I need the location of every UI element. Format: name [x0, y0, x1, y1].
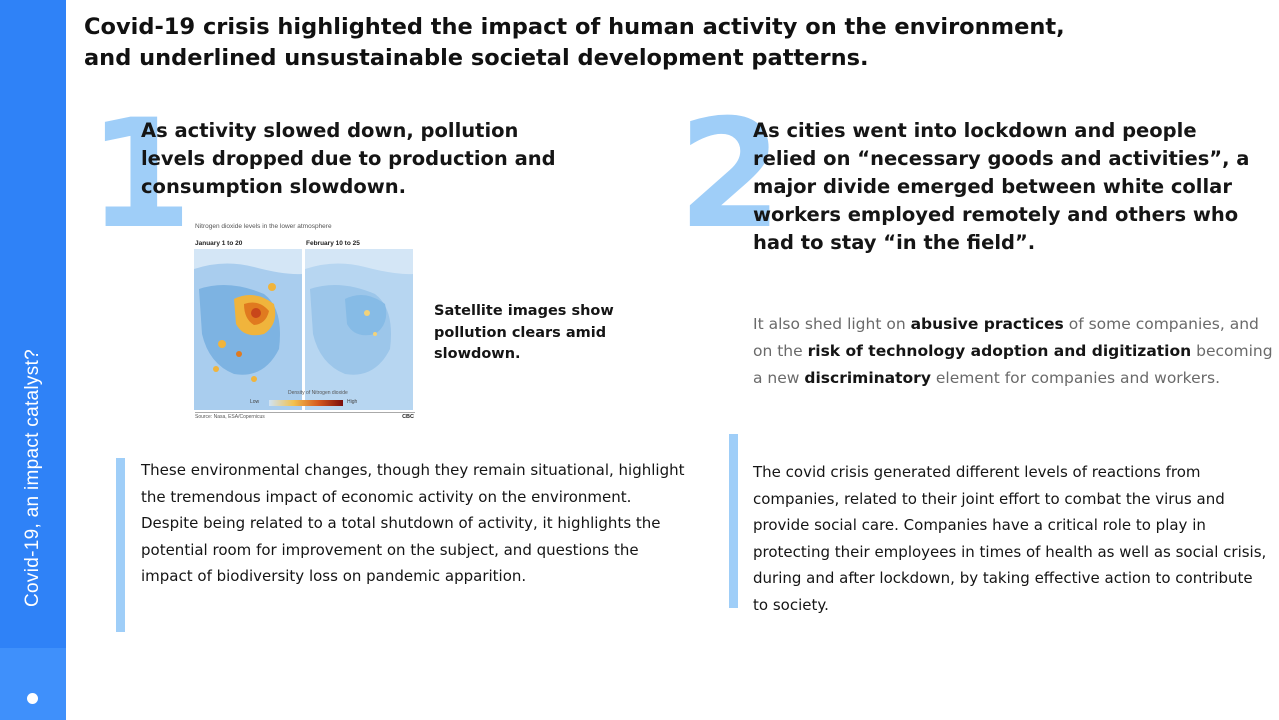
accent-bar-left	[116, 458, 125, 632]
figure-title: Nitrogen dioxide levels in the lower atmosphere	[195, 223, 332, 230]
note-text-2: of some companies, and on the	[753, 315, 1259, 360]
figure-caption: Satellite images show pollution clears amid slowdown.	[434, 303, 614, 362]
section-number-2: 2	[678, 88, 783, 262]
legend-high: High	[347, 399, 358, 405]
map-after-image	[305, 249, 413, 410]
figure-right-label: February 10 to 25	[306, 240, 360, 247]
map-before-image	[194, 249, 302, 410]
sidebar-footer	[0, 648, 66, 720]
section1-body	[141, 457, 686, 590]
legend-low: Low	[250, 399, 260, 405]
page-title	[84, 12, 1244, 74]
note-text-4: element for companies and workers.	[930, 369, 1221, 387]
section1-heading: As activity slowed down, pollution levels dropped due to production and consumption slowdown.	[141, 119, 556, 198]
legend-gradient	[269, 400, 343, 406]
figure-divider	[195, 412, 415, 413]
sidebar-title: Covid-19, an impact catalyst?	[22, 349, 43, 607]
note-bold-discriminatory: discriminatory	[804, 369, 931, 387]
section1-body-para-a: These environmental changes, though they remain situational, highlight the tremendous impact of economic activity on the environment.	[141, 461, 685, 506]
section1-body-para-b: Despite being related to a total shutdown of activity, it highlights the potential room for improvement on the subject, and questions the impact of biodiversity loss on pandemic apparition.	[141, 514, 661, 585]
section2-body: The covid crisis generated different levels of reactions from companies, related to their joint effort to combat the virus and provide social care. Companies have a critical role to play in protecting their employees in times of health as well as social crisis, during and after lockdown, by taking effective action to contribute to society.	[753, 463, 1267, 614]
figure-logo: CBC	[402, 414, 414, 420]
sidebar	[0, 0, 66, 720]
note-text-3: becoming a new	[753, 342, 1273, 387]
legend-title: Density of Nitrogen dioxide	[288, 390, 348, 396]
figure-left-label: January 1 to 20	[195, 240, 243, 247]
note-bold-abusive: abusive practices	[910, 315, 1064, 333]
section2-note	[753, 311, 1273, 392]
page-title-line2: and underlined unsustainable societal development patterns.	[84, 45, 869, 71]
figure-source: Source: Nasa, ESA/Copernicus	[195, 414, 265, 420]
pollution-satellite-figure	[192, 222, 418, 424]
accent-bar-right	[729, 434, 738, 608]
page-title-line1: Covid-19 crisis highlighted the impact of human activity on the environment,	[84, 14, 1065, 40]
page-indicator-dot[interactable]	[27, 693, 38, 704]
note-text-1: It also shed light on	[753, 315, 911, 333]
note-bold-risk: risk of technology adoption and digitization	[807, 342, 1192, 360]
section2-heading: As cities went into lockdown and people relied on “necessary goods and activities”, a major divide emerged between white collar workers employed remotely and others who had to stay “in the field”.	[753, 119, 1250, 254]
section-number-1: 1	[88, 88, 193, 262]
